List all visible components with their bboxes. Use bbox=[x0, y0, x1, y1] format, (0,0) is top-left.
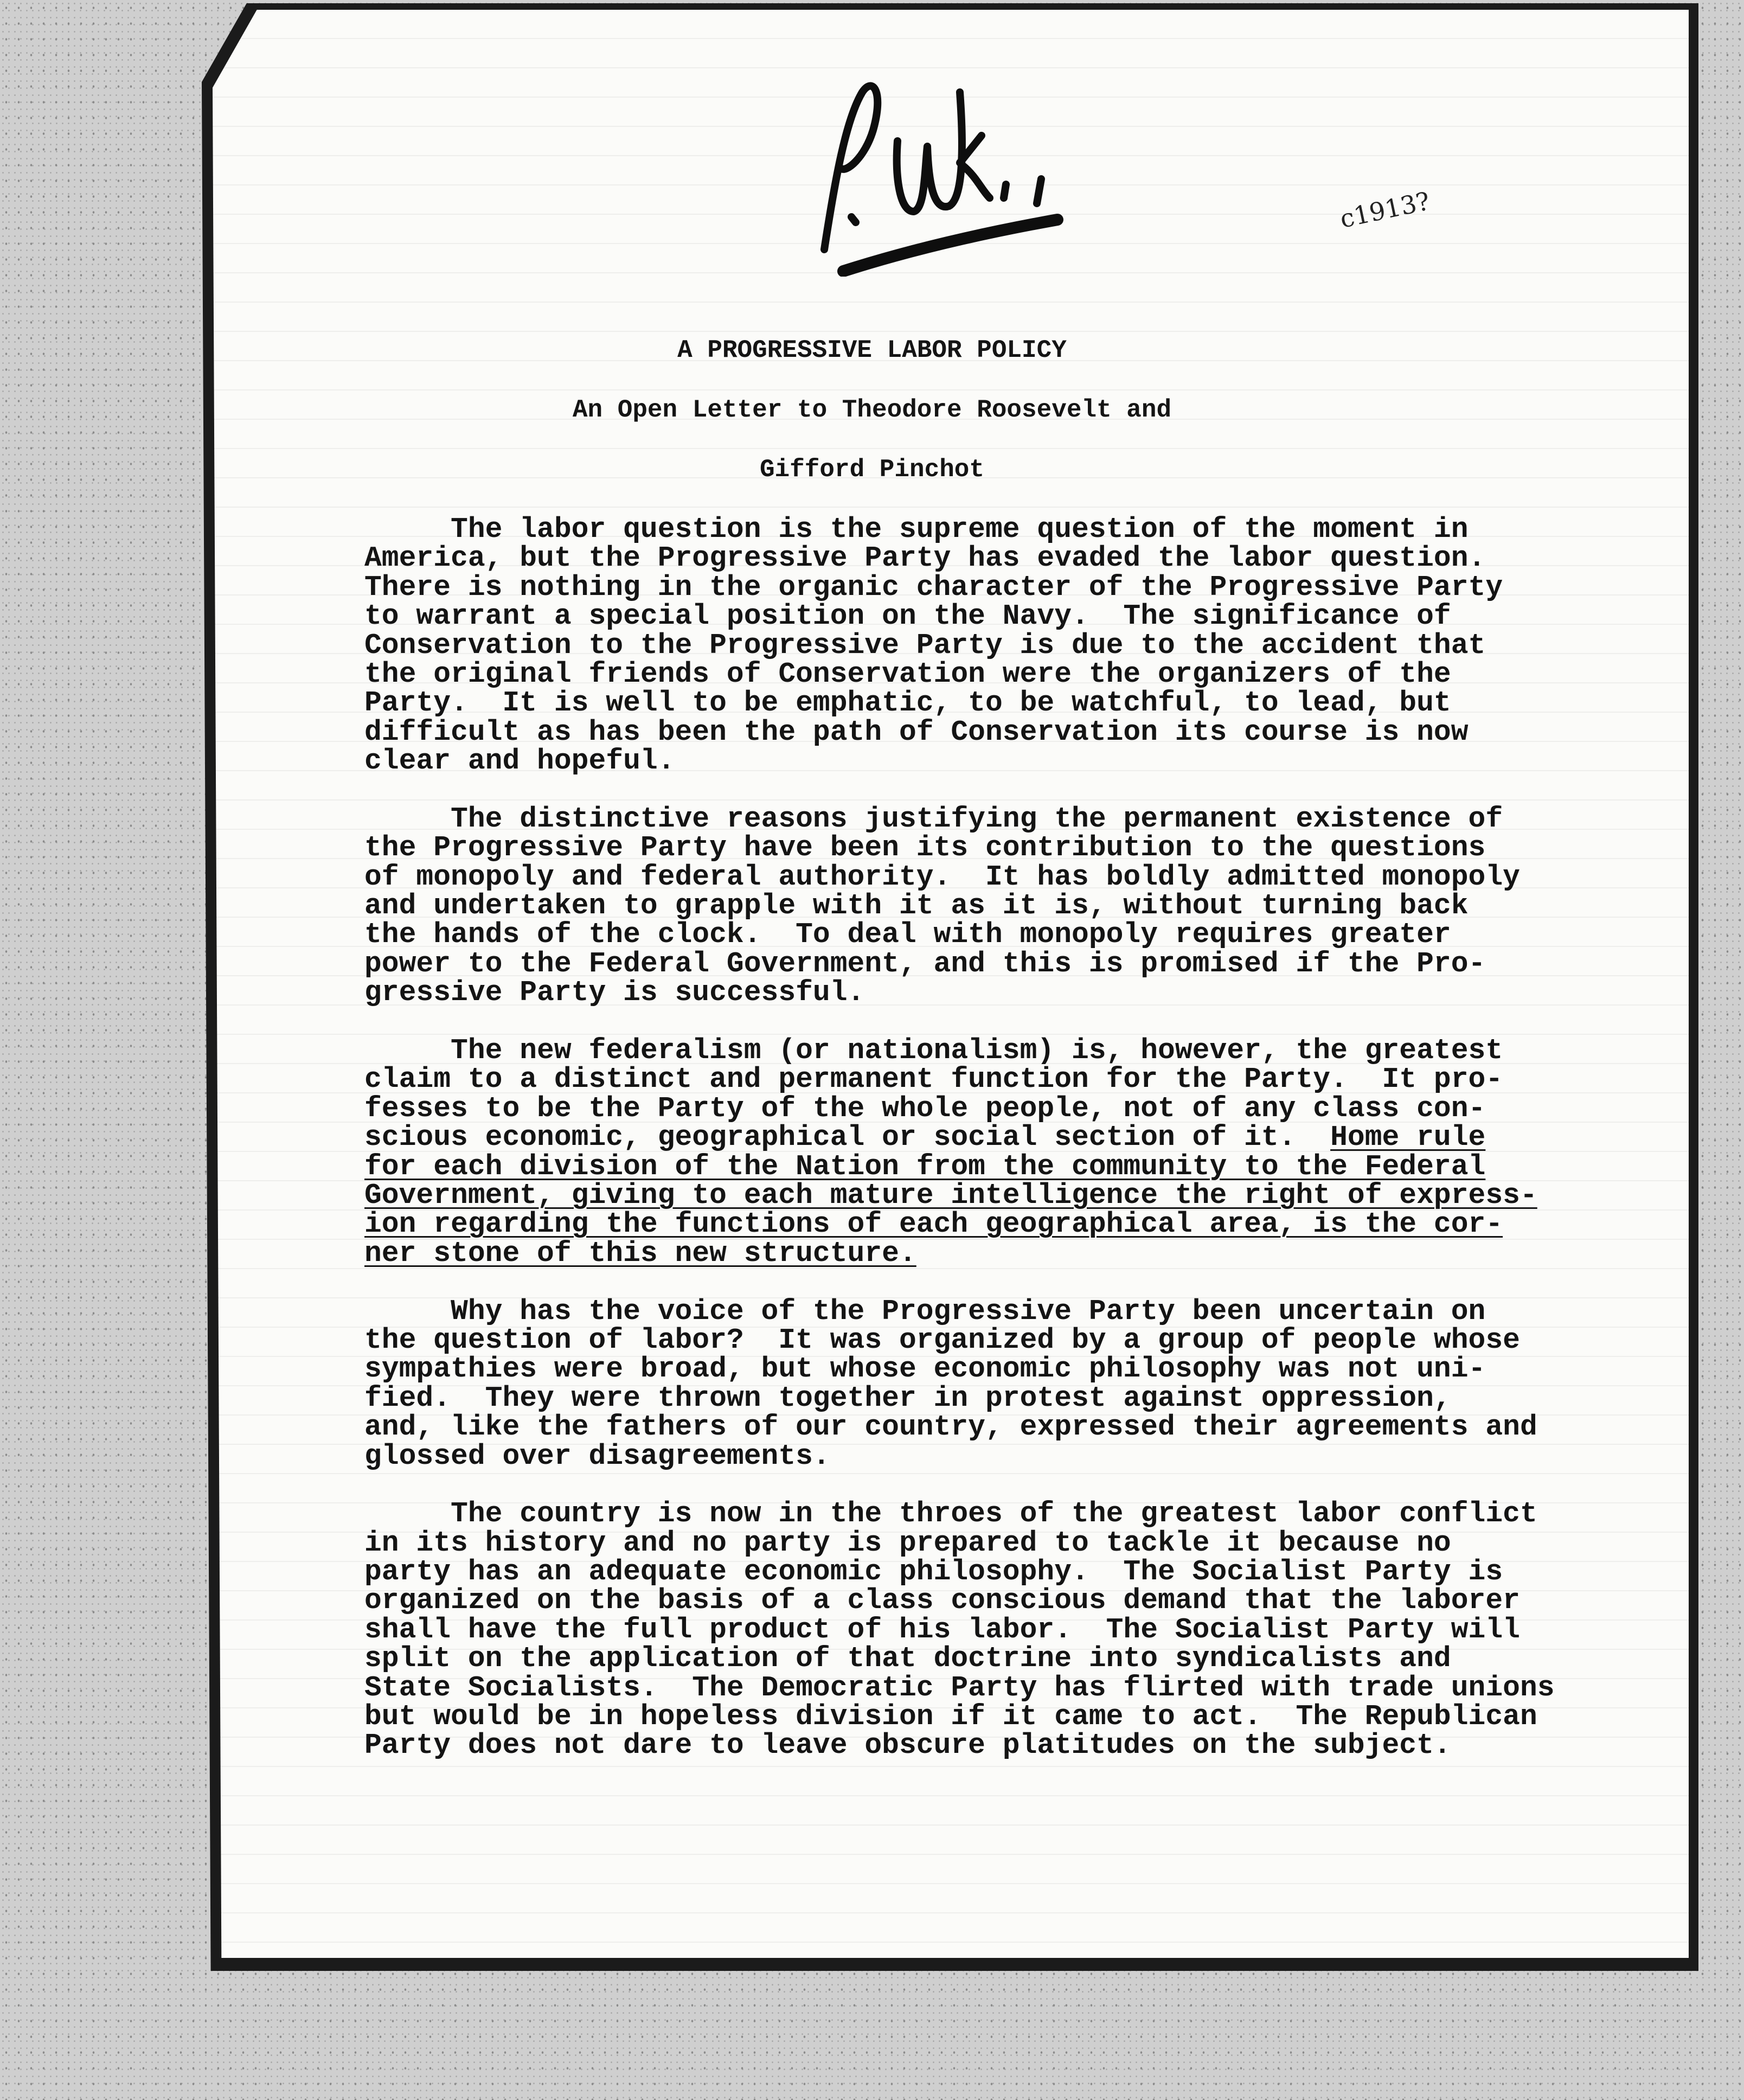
text-line bbox=[364, 802, 1555, 835]
text-line bbox=[364, 1239, 1555, 1268]
underlined-text: for each division of the Nation from the community to the Federal bbox=[364, 1150, 1486, 1183]
line-text: the original friends of Conservation were the organizers of the bbox=[364, 657, 1451, 690]
paragraph-gap bbox=[364, 776, 1555, 805]
line-text: The new federalism (or nationalism) is, however, the greatest bbox=[364, 1034, 1503, 1067]
document-title: A PROGRESSIVE LABOR POLICY bbox=[677, 336, 1067, 364]
line-text: The country is now in the throes of the greatest labor conflict bbox=[364, 1497, 1537, 1531]
line-text: shall have the full product of his labor. The Socialist Party will bbox=[364, 1613, 1520, 1646]
document-subtitle: An Open Letter to Theodore Roosevelt and bbox=[572, 396, 1172, 424]
paragraph-gap bbox=[364, 1008, 1555, 1036]
underlined-text: ner stone of this new structure. bbox=[364, 1237, 916, 1270]
underlined-text: Government, giving to each mature intelligence the right of express- bbox=[364, 1179, 1537, 1212]
line-text: There is nothing in the organic character of the Progressive Party bbox=[364, 571, 1503, 604]
text-line bbox=[364, 1065, 1555, 1094]
line-text: power to the Federal Government, and this is promised if the Pro- bbox=[364, 947, 1486, 980]
line-text: fesses to be the Party of the whole people, not of any class con- bbox=[364, 1092, 1486, 1125]
underlined-text: Home rule bbox=[1330, 1121, 1486, 1154]
text-line bbox=[364, 1555, 1555, 1589]
text-line bbox=[364, 1355, 1555, 1384]
line-text: glossed over disagreements. bbox=[364, 1439, 830, 1472]
text-line bbox=[364, 1381, 1555, 1414]
line-text: and, like the fathers of our country, expressed their agreements and bbox=[364, 1411, 1537, 1444]
text-line bbox=[364, 1323, 1555, 1356]
text-line bbox=[364, 715, 1555, 748]
text-line bbox=[364, 1150, 1555, 1183]
letter-body bbox=[364, 515, 1555, 1760]
text-line bbox=[364, 1702, 1555, 1731]
text-line bbox=[364, 689, 1555, 718]
text-line bbox=[364, 573, 1555, 602]
document-subtitle-recipient: Gifford Pinchot bbox=[759, 456, 985, 484]
text-line bbox=[364, 1586, 1555, 1615]
text-line bbox=[364, 947, 1555, 980]
text-line bbox=[364, 544, 1555, 573]
line-text: The labor question is the supreme question of the moment in bbox=[364, 513, 1469, 546]
line-text: the hands of the clock. To deal with monopoly requires greater bbox=[364, 918, 1451, 951]
paragraph-gap bbox=[364, 1268, 1555, 1297]
line-text: sympathies were broad, but whose economic philosophy was not uni- bbox=[364, 1353, 1486, 1386]
text-line bbox=[364, 631, 1555, 660]
text-line bbox=[364, 1526, 1555, 1559]
line-text: claim to a distinct and permanent function for the Party. It pro- bbox=[364, 1063, 1503, 1096]
line-text: gressive Party is successful. bbox=[364, 976, 865, 1009]
text-line bbox=[364, 1210, 1555, 1239]
line-text: scious economic, geographical or social section of it. bbox=[364, 1121, 1331, 1154]
text-line bbox=[364, 1613, 1555, 1646]
text-line bbox=[364, 1413, 1555, 1442]
line-text: but would be in hopeless division if it came to act. The Republican bbox=[364, 1700, 1537, 1733]
handwritten-date-note: c1913? bbox=[1337, 186, 1433, 234]
text-line bbox=[364, 1644, 1555, 1673]
text-line bbox=[364, 920, 1555, 949]
text-line bbox=[364, 1297, 1555, 1326]
line-text: State Socialists. The Democratic Party has flirted with trade unions bbox=[364, 1671, 1555, 1704]
text-line bbox=[364, 978, 1555, 1007]
text-line bbox=[364, 889, 1555, 923]
text-line bbox=[364, 831, 1555, 865]
text-line bbox=[364, 1123, 1555, 1152]
line-text: clear and hopeful. bbox=[364, 745, 675, 778]
text-line bbox=[364, 1181, 1555, 1210]
text-line bbox=[364, 747, 1555, 776]
line-text: to warrant a special position on the Navy. The significance of bbox=[364, 600, 1451, 633]
line-text: the Progressive Party have been its contribution to the questions bbox=[364, 831, 1486, 865]
text-line bbox=[364, 1497, 1555, 1531]
underlined-text: ion regarding the functions of each geographical area, is the cor- bbox=[364, 1208, 1503, 1241]
line-text: of monopoly and federal authority. It has boldly admitted monopoly bbox=[364, 860, 1520, 893]
paragraph-gap bbox=[364, 1471, 1555, 1500]
handwritten-signature bbox=[803, 71, 1182, 277]
line-text: and undertaken to grapple with it as it is, without turning back bbox=[364, 889, 1469, 923]
line-text: the question of labor? It was organized by a group of people whose bbox=[364, 1323, 1520, 1356]
line-text: fied. They were thrown together in protest against oppression, bbox=[364, 1381, 1451, 1414]
text-line bbox=[364, 515, 1555, 544]
text-line bbox=[364, 860, 1555, 893]
text-line bbox=[364, 1671, 1555, 1704]
text-line bbox=[364, 1439, 1555, 1472]
line-text: party has an adequate economic philosophy. The Socialist Party is bbox=[364, 1555, 1503, 1589]
line-text: Why has the voice of the Progressive Party been uncertain on bbox=[364, 1295, 1486, 1328]
text-line bbox=[364, 1731, 1555, 1760]
line-text: Party. It is well to be emphatic, to be watchful, to lead, but bbox=[364, 687, 1451, 720]
line-text: difficult as has been the path of Conservation its course is now bbox=[364, 715, 1469, 748]
text-line bbox=[364, 1094, 1555, 1123]
text-line bbox=[364, 602, 1555, 631]
line-text: split on the application of that doctrine into syndicalists and bbox=[364, 1642, 1451, 1675]
line-text: The distinctive reasons justifying the permanent existence of bbox=[364, 802, 1503, 835]
line-text: America, but the Progressive Party has evaded the labor question. bbox=[364, 542, 1486, 575]
line-text: Conservation to the Progressive Party is due to the accident that bbox=[364, 629, 1486, 662]
text-line bbox=[364, 657, 1555, 690]
line-text: in its history and no party is prepared to tackle it because no bbox=[364, 1526, 1451, 1559]
text-line bbox=[364, 1036, 1555, 1065]
line-text: Party does not dare to leave obscure platitudes on the subject. bbox=[364, 1729, 1451, 1762]
line-text: organized on the basis of a class conscious demand that the laborer bbox=[364, 1584, 1520, 1617]
